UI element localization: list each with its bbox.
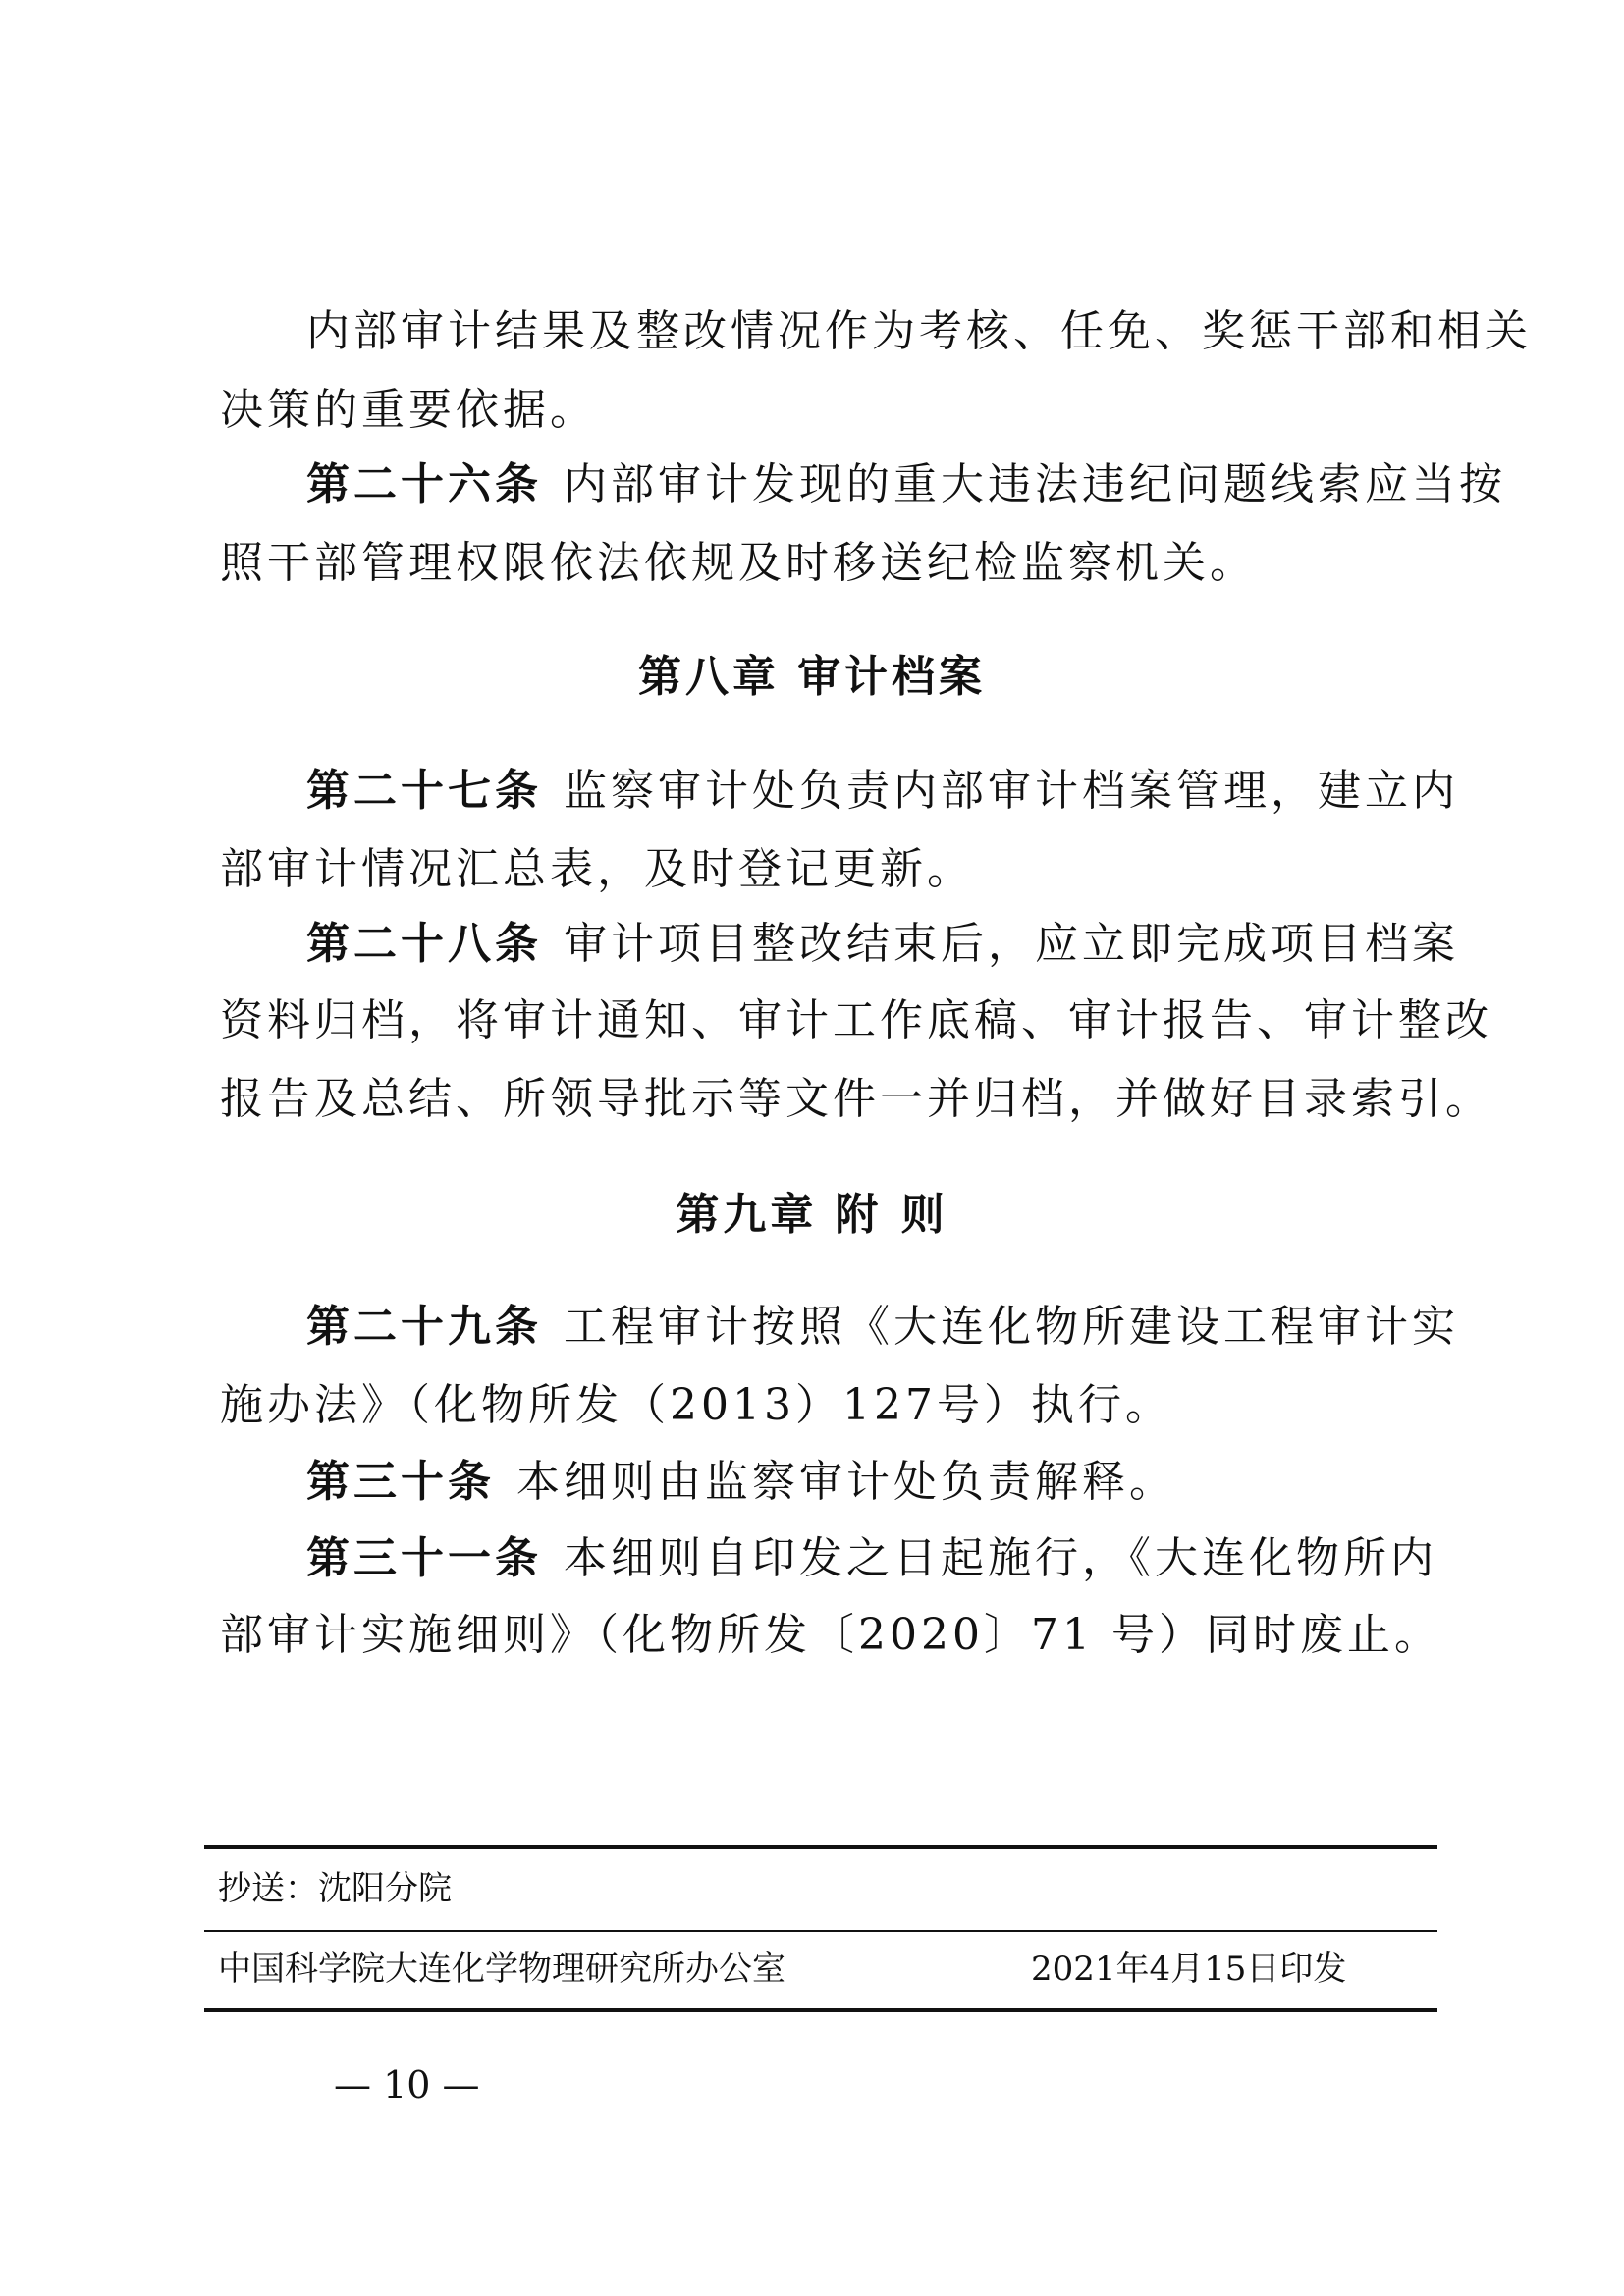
article-label: 第三十条 (306, 1457, 495, 1507)
paragraph-line: 报告及总结、所领导批示等文件一并归档，并做好目录索引。 (220, 1074, 1492, 1124)
article-text: 工程审计按照《大连化物所建设工程审计实 (564, 1302, 1459, 1352)
article-label: 第二十八条 (306, 919, 542, 969)
paragraph-line: 内部审计结果及整改情况作为考核、任免、奖惩干部和相关 (306, 306, 1532, 356)
issuer: 中国科学院大连化学物理研究所办公室 (218, 1949, 785, 1989)
chapter-number: 第八章 (638, 652, 780, 702)
paragraph-line: 部审计实施细则》（化物所发〔2020〕71 号）同时废止。 (220, 1610, 1441, 1660)
article-label: 第二十七条 (306, 766, 542, 816)
cc-line: 抄送：沈阳分院 (218, 1869, 452, 1908)
chapter-title: 附 则 (835, 1190, 948, 1240)
article-text: 监察审计处负责内部审计档案管理，建立内 (564, 766, 1459, 816)
paragraph-line: 施办法》（化物所发（2013）127号）执行。 (220, 1380, 1172, 1430)
issue-date: 2021年4月15日印发 (1031, 1949, 1347, 1989)
article-29 (306, 1298, 1500, 1357)
article-label: 第二十九条 (306, 1302, 542, 1352)
page-number: — 10 — (334, 2063, 480, 2107)
article-28 (306, 915, 1500, 974)
paragraph-line: 决策的重要依据。 (220, 385, 597, 435)
article-30 (306, 1453, 1500, 1512)
article-text: 内部审计发现的重大违法违纪问题线索应当按 (564, 459, 1506, 509)
article-text: 审计项目整改结束后，应立即完成项目档案 (564, 919, 1459, 969)
paragraph-line: 资料归档，将审计通知、审计工作底稿、审计报告、审计整改 (220, 995, 1492, 1045)
article-27 (306, 762, 1500, 821)
chapter-heading (0, 648, 1624, 707)
chapter-title: 审计档案 (797, 652, 986, 702)
paragraph-line: 照干部管理权限依法依规及时移送纪检监察机关。 (220, 538, 1257, 588)
article-label: 第三十一条 (306, 1533, 542, 1583)
article-31 (306, 1529, 1500, 1588)
footer-bottom-rule (204, 2008, 1437, 2012)
article-text: 本细则自印发之日起施行，《大连化物所内 (564, 1533, 1437, 1583)
article-label: 第二十六条 (306, 459, 542, 509)
chapter-number: 第九章 (676, 1190, 818, 1240)
article-26 (306, 455, 1506, 514)
article-text: 本细则由监察审计处负责解释。 (516, 1457, 1176, 1507)
footer-middle-rule (204, 1930, 1437, 1932)
chapter-heading (0, 1186, 1624, 1245)
footer-top-rule (204, 1845, 1437, 1849)
paragraph-line: 部审计情况汇总表，及时登记更新。 (220, 844, 974, 894)
